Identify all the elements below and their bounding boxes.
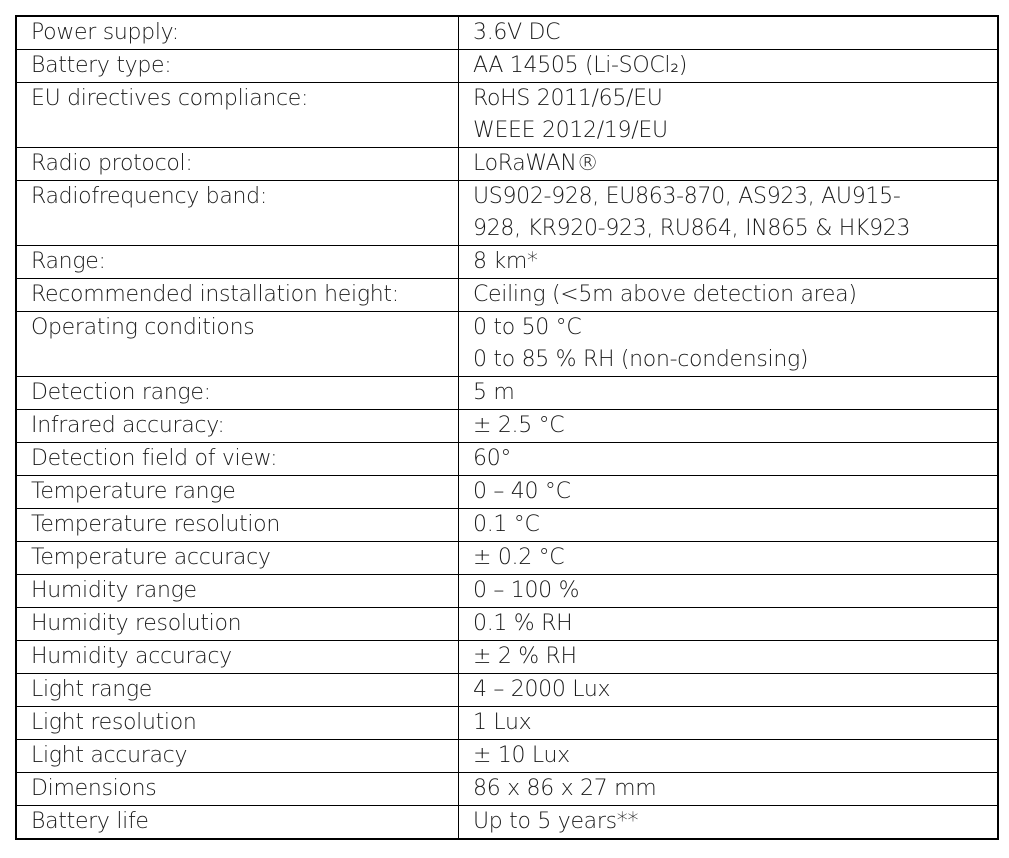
- spec-value-line: ± 2 % RH: [473, 644, 577, 669]
- spec-row: [16, 50, 998, 83]
- spec-value: [459, 181, 999, 246]
- spec-value: [459, 443, 999, 476]
- spec-row: [16, 608, 998, 641]
- spec-label: Humidity accuracy: [16, 641, 459, 674]
- spec-label: Temperature range: [16, 476, 459, 509]
- spec-row: [16, 806, 998, 840]
- spec-row: [16, 476, 998, 509]
- spec-label: Radio protocol:: [16, 148, 459, 181]
- spec-row: [16, 279, 998, 312]
- spec-row: [16, 674, 998, 707]
- spec-value-line: 60°: [473, 446, 512, 471]
- spec-value: [459, 83, 999, 148]
- spec-value-line: RoHS 2011/65/EU: [473, 86, 663, 111]
- spec-row: [16, 443, 998, 476]
- spec-value-line: ± 2.5 °C: [473, 413, 565, 438]
- spec-row: [16, 312, 998, 377]
- spec-value: [459, 707, 999, 740]
- spec-label: Detection field of view:: [16, 443, 459, 476]
- spec-value: [459, 740, 999, 773]
- spec-value: [459, 410, 999, 443]
- spec-value: [459, 377, 999, 410]
- spec-value-line: 1 Lux: [473, 710, 532, 735]
- spec-label: Operating conditions: [16, 312, 459, 377]
- spec-label: EU directives compliance:: [16, 83, 459, 148]
- spec-label: Temperature accuracy: [16, 542, 459, 575]
- spec-value: [459, 641, 999, 674]
- spec-label: Range:: [16, 246, 459, 279]
- spec-label: Humidity resolution: [16, 608, 459, 641]
- spec-label: Battery type:: [16, 50, 459, 83]
- spec-value-line: 3.6V DC: [473, 20, 561, 45]
- specifications-table: [15, 15, 999, 840]
- spec-value: [459, 312, 999, 377]
- spec-label: Light accuracy: [16, 740, 459, 773]
- spec-label: Infrared accuracy:: [16, 410, 459, 443]
- spec-value-line: 0 – 40 °C: [473, 479, 571, 504]
- spec-value: [459, 476, 999, 509]
- spec-value: [459, 509, 999, 542]
- spec-label: Temperature resolution: [16, 509, 459, 542]
- spec-label: Detection range:: [16, 377, 459, 410]
- spec-row: [16, 16, 998, 50]
- spec-value-line: 928, KR920-923, RU864, IN865 & HK923: [473, 216, 911, 241]
- spec-label: Radiofrequency band:: [16, 181, 459, 246]
- spec-label: Dimensions: [16, 773, 459, 806]
- spec-value-line: 0 – 100 %: [473, 578, 580, 603]
- spec-value: [459, 608, 999, 641]
- spec-value: [459, 246, 999, 279]
- spec-value-line: ± 0.2 °C: [473, 545, 565, 570]
- spec-label: Battery life: [16, 806, 459, 840]
- spec-value: [459, 542, 999, 575]
- specifications-body: [16, 16, 998, 839]
- spec-value-line: AA 14505 (Li-SOCl₂): [473, 53, 688, 78]
- spec-label: Humidity range: [16, 575, 459, 608]
- spec-row: [16, 181, 998, 246]
- spec-value-line: 0.1 % RH: [473, 611, 573, 636]
- spec-value-line: 86 x 86 x 27 mm: [473, 776, 657, 801]
- spec-value-line: 8 km*: [473, 249, 538, 274]
- spec-value: [459, 148, 999, 181]
- spec-row: [16, 246, 998, 279]
- spec-row: [16, 148, 998, 181]
- spec-value: [459, 773, 999, 806]
- spec-row: [16, 410, 998, 443]
- spec-row: [16, 707, 998, 740]
- spec-value-line: LoRaWAN®: [473, 151, 599, 176]
- spec-label: Power supply:: [16, 16, 459, 50]
- spec-row: [16, 575, 998, 608]
- spec-row: [16, 509, 998, 542]
- spec-label: Light range: [16, 674, 459, 707]
- spec-value: [459, 575, 999, 608]
- spec-value-line: 4 – 2000 Lux: [473, 677, 611, 702]
- spec-value-line: 0 to 50 °C: [473, 315, 582, 340]
- spec-label: Recommended installation height:: [16, 279, 459, 312]
- spec-value-line: 0 to 85 % RH (non-condensing): [473, 347, 809, 372]
- spec-value-line: ± 10 Lux: [473, 743, 570, 768]
- spec-value: [459, 674, 999, 707]
- spec-value-line: 0.1 °C: [473, 512, 540, 537]
- spec-row: [16, 641, 998, 674]
- spec-value-line: Ceiling (<5m above detection area): [473, 282, 857, 307]
- spec-row: [16, 377, 998, 410]
- spec-row: [16, 740, 998, 773]
- spec-value: [459, 50, 999, 83]
- spec-row: [16, 773, 998, 806]
- spec-value-line: Up to 5 years**: [473, 809, 639, 834]
- spec-value: [459, 279, 999, 312]
- spec-row: [16, 83, 998, 148]
- spec-value: [459, 806, 999, 840]
- spec-value-line: WEEE 2012/19/EU: [473, 118, 668, 143]
- spec-row: [16, 542, 998, 575]
- spec-value: [459, 16, 999, 50]
- spec-value-line: 5 m: [473, 380, 515, 405]
- spec-label: Light resolution: [16, 707, 459, 740]
- spec-value-line: US902-928, EU863-870, AS923, AU915-: [473, 184, 901, 209]
